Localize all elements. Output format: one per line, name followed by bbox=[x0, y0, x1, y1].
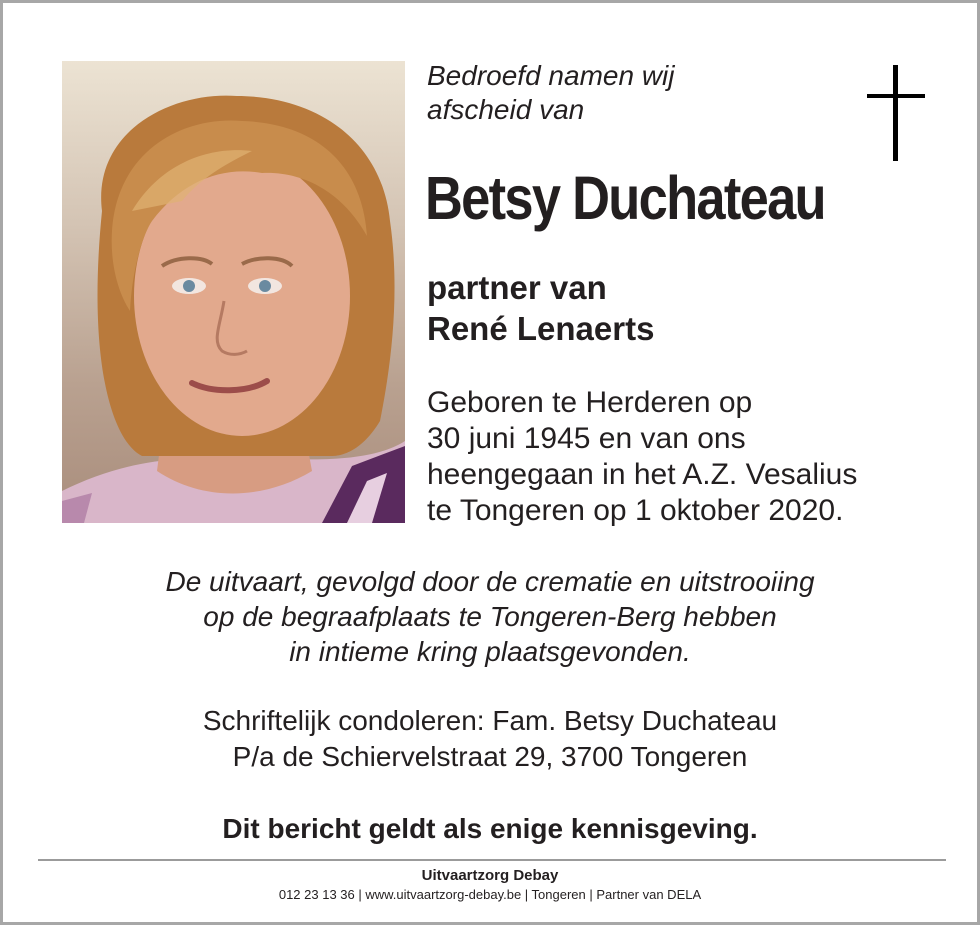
funeral-info bbox=[3, 564, 977, 669]
intro-line-1: Bedroefd namen wij bbox=[427, 60, 675, 91]
condolence-info bbox=[3, 703, 977, 775]
partner-line-2: René Lenaerts bbox=[427, 310, 655, 347]
notice-text: Dit bericht geldt als enige kennisgeving. bbox=[222, 813, 758, 844]
condolence-address: P/a de Schiervelstraat 29, 3700 Tongeren bbox=[232, 741, 748, 772]
birth-death-line-1: Geboren te Herderen op bbox=[427, 386, 753, 419]
portrait-photo bbox=[62, 61, 405, 523]
funeral-home-name: Uitvaartzorg Debay bbox=[421, 867, 559, 884]
birth-death-info bbox=[427, 385, 857, 529]
portrait-illustration bbox=[62, 61, 405, 523]
funeral-line-3: in intieme kring plaatsgevonden. bbox=[289, 636, 691, 667]
footer-divider bbox=[38, 859, 946, 861]
funeral-line-2: op de begraafplaats te Tongeren-Berg hebben bbox=[203, 601, 777, 632]
partner-info bbox=[427, 267, 654, 349]
intro-line-2: afscheid van bbox=[427, 94, 585, 125]
birth-death-line-2: 30 juni 1945 en van ons bbox=[427, 422, 746, 455]
deceased-name: Betsy Duchateau bbox=[425, 164, 825, 232]
cross-icon bbox=[867, 65, 925, 161]
funeral-home-info: 012 23 13 36 | www.uitvaartzorg-debay.be | Tongeren | Partner van DELA bbox=[278, 887, 702, 902]
partner-line-1: partner van bbox=[427, 269, 607, 306]
intro-text bbox=[427, 59, 674, 127]
funeral-line-1: De uitvaart, gevolgd door de crematie en uitstrooiing bbox=[165, 566, 815, 597]
birth-death-line-3: heengegaan in het A.Z. Vesalius bbox=[427, 458, 858, 491]
condolence-line-1: Schriftelijk condoleren: Fam. Betsy Duchateau bbox=[202, 705, 778, 736]
birth-death-line-4: te Tongeren op 1 oktober 2020. bbox=[427, 494, 844, 527]
